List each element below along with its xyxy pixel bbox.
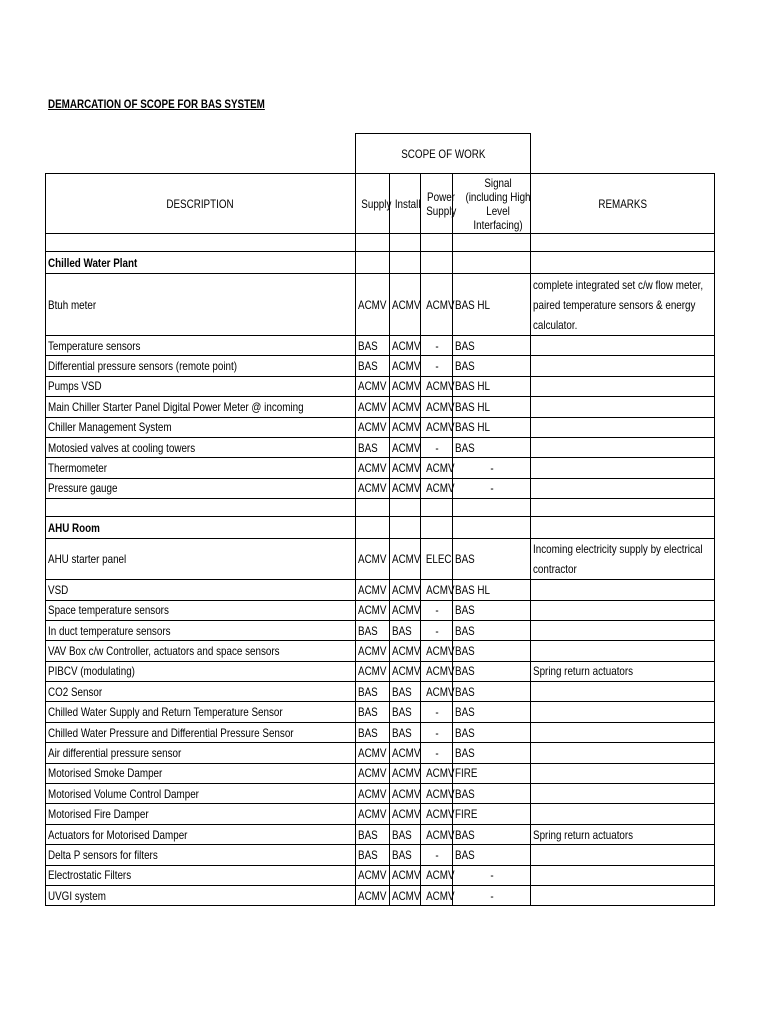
supply-cell: ACMV <box>356 478 390 498</box>
supply-cell: BAS <box>356 682 390 702</box>
install-cell: BAS <box>390 722 421 742</box>
power-supply-cell: ACMV <box>421 641 453 661</box>
power-supply-cell: ACMV <box>421 397 453 417</box>
scope-header-row <box>46 134 715 174</box>
signal-cell: - <box>453 478 531 498</box>
power-supply-cell: ACMV <box>421 824 453 844</box>
blank-row <box>46 234 715 252</box>
description-cell: Delta P sensors for filters <box>46 845 356 865</box>
description-cell: Chiller Management System <box>46 417 356 437</box>
supply-cell: ACMV <box>356 763 390 783</box>
power-supply-cell: ACMV <box>421 458 453 478</box>
remarks-cell <box>531 620 715 640</box>
column-header-row <box>46 174 715 234</box>
power-supply-cell: - <box>421 743 453 763</box>
supply-cell: BAS <box>356 620 390 640</box>
remarks-cell: Spring return actuators <box>531 661 715 681</box>
supply-cell: ACMV <box>356 274 390 336</box>
supply-cell: BAS <box>356 845 390 865</box>
signal-cell: BAS <box>453 743 531 763</box>
remarks-cell <box>531 600 715 620</box>
table-row <box>46 784 715 804</box>
description-cell: Pressure gauge <box>46 478 356 498</box>
install-cell: ACMV <box>390 804 421 824</box>
signal-cell: BAS HL <box>453 580 531 600</box>
description-cell: CO2 Sensor <box>46 682 356 702</box>
supply-cell: BAS <box>356 356 390 376</box>
remarks-cell <box>531 784 715 804</box>
power-supply-header: Power Supply <box>421 174 453 234</box>
remarks-cell <box>531 845 715 865</box>
power-supply-cell: ACMV <box>421 376 453 396</box>
signal-cell: BAS <box>453 722 531 742</box>
signal-cell: BAS HL <box>453 417 531 437</box>
signal-cell: BAS <box>453 641 531 661</box>
signal-cell: BAS <box>453 784 531 804</box>
supply-cell: BAS <box>356 722 390 742</box>
power-supply-cell: ACMV <box>421 885 453 905</box>
supply-cell: ACMV <box>356 417 390 437</box>
power-supply-cell: - <box>421 437 453 457</box>
table-row <box>46 336 715 356</box>
signal-cell: BAS <box>453 356 531 376</box>
signal-cell: BAS <box>453 539 531 580</box>
install-cell: BAS <box>390 702 421 722</box>
remarks-cell <box>531 682 715 702</box>
install-cell: BAS <box>390 824 421 844</box>
remarks-cell <box>531 885 715 905</box>
install-cell: BAS <box>390 845 421 865</box>
install-cell: BAS <box>390 620 421 640</box>
remarks-cell: Spring return actuators <box>531 824 715 844</box>
supply-cell: BAS <box>356 702 390 722</box>
signal-cell: - <box>453 458 531 478</box>
remarks-cell <box>531 376 715 396</box>
install-cell: ACMV <box>390 885 421 905</box>
power-supply-cell: - <box>421 722 453 742</box>
install-cell: ACMV <box>390 417 421 437</box>
description-cell: Btuh meter <box>46 274 356 336</box>
table-row <box>46 661 715 681</box>
table-row <box>46 885 715 905</box>
supply-cell: BAS <box>356 336 390 356</box>
scope-of-work-header: SCOPE OF WORK <box>356 134 531 174</box>
remarks-cell <box>531 804 715 824</box>
install-cell: ACMV <box>390 397 421 417</box>
table-row <box>46 682 715 702</box>
signal-cell: BAS <box>453 702 531 722</box>
description-cell: Pumps VSD <box>46 376 356 396</box>
scope-table <box>45 133 715 906</box>
supply-cell: ACMV <box>356 804 390 824</box>
remarks-cell <box>531 397 715 417</box>
description-cell: Thermometer <box>46 458 356 478</box>
signal-cell: BAS <box>453 682 531 702</box>
install-cell: ACMV <box>390 539 421 580</box>
remarks-cell <box>531 437 715 457</box>
table-row <box>46 641 715 661</box>
install-cell: ACMV <box>390 784 421 804</box>
table-row <box>46 763 715 783</box>
power-supply-cell: ACMV <box>421 661 453 681</box>
signal-cell: BAS <box>453 824 531 844</box>
supply-cell: ACMV <box>356 458 390 478</box>
description-cell: Differential pressure sensors (remote point) <box>46 356 356 376</box>
remarks-cell <box>531 722 715 742</box>
table-row <box>46 722 715 742</box>
description-cell: Motorised Volume Control Damper <box>46 784 356 804</box>
power-supply-cell: ACMV <box>421 784 453 804</box>
supply-cell: ACMV <box>356 397 390 417</box>
install-cell: ACMV <box>390 600 421 620</box>
remarks-cell <box>531 458 715 478</box>
install-cell: ACMV <box>390 763 421 783</box>
remarks-cell <box>531 865 715 885</box>
install-cell: ACMV <box>390 580 421 600</box>
description-cell: Space temperature sensors <box>46 600 356 620</box>
signal-cell: BAS HL <box>453 376 531 396</box>
power-supply-cell: ACMV <box>421 682 453 702</box>
description-cell: PIBCV (modulating) <box>46 661 356 681</box>
description-cell: VSD <box>46 580 356 600</box>
install-cell: ACMV <box>390 376 421 396</box>
section-title: AHU Room <box>46 517 356 539</box>
supply-cell: BAS <box>356 824 390 844</box>
power-supply-cell: ACMV <box>421 763 453 783</box>
supply-cell: ACMV <box>356 641 390 661</box>
description-header: DESCRIPTION <box>46 174 356 234</box>
description-cell: Actuators for Motorised Damper <box>46 824 356 844</box>
supply-cell: ACMV <box>356 885 390 905</box>
table-row <box>46 478 715 498</box>
signal-cell: BAS HL <box>453 397 531 417</box>
supply-header: Supply <box>356 174 390 234</box>
table-row <box>46 274 715 336</box>
power-supply-cell: ACMV <box>421 478 453 498</box>
table-row <box>46 437 715 457</box>
signal-cell: - <box>453 885 531 905</box>
install-cell: ACMV <box>390 478 421 498</box>
description-cell: Chilled Water Pressure and Differential Pressure Sensor <box>46 722 356 742</box>
remarks-cell <box>531 478 715 498</box>
supply-cell: BAS <box>356 437 390 457</box>
remarks-cell: complete integrated set c/w flow meter, paired temperature sensors & energy calculator. <box>531 274 715 336</box>
table-row <box>46 620 715 640</box>
section-header-row <box>46 252 715 274</box>
install-cell: BAS <box>390 682 421 702</box>
power-supply-cell: - <box>421 600 453 620</box>
signal-cell: BAS <box>453 336 531 356</box>
remarks-cell <box>531 356 715 376</box>
description-cell: Temperature sensors <box>46 336 356 356</box>
remarks-cell: Incoming electricity supply by electrical contractor <box>531 539 715 580</box>
signal-header: Signal (including High Level Interfacing) <box>453 174 531 234</box>
signal-cell: BAS <box>453 620 531 640</box>
description-cell: In duct temperature sensors <box>46 620 356 640</box>
supply-cell: ACMV <box>356 784 390 804</box>
description-cell: Motorised Smoke Damper <box>46 763 356 783</box>
install-cell: ACMV <box>390 356 421 376</box>
power-supply-cell: ACMV <box>421 580 453 600</box>
table-row <box>46 600 715 620</box>
description-cell: Motorised Fire Damper <box>46 804 356 824</box>
power-supply-cell: - <box>421 356 453 376</box>
power-supply-cell: - <box>421 702 453 722</box>
power-supply-cell: ACMV <box>421 274 453 336</box>
signal-cell: BAS HL <box>453 274 531 336</box>
signal-cell: BAS <box>453 600 531 620</box>
supply-cell: ACMV <box>356 580 390 600</box>
description-cell: Chilled Water Supply and Return Temperature Sensor <box>46 702 356 722</box>
description-cell: VAV Box c/w Controller, actuators and space sensors <box>46 641 356 661</box>
supply-cell: ACMV <box>356 743 390 763</box>
table-row <box>46 743 715 763</box>
supply-cell: ACMV <box>356 376 390 396</box>
power-supply-cell: ELEC <box>421 539 453 580</box>
supply-cell: ACMV <box>356 865 390 885</box>
install-cell: ACMV <box>390 865 421 885</box>
install-cell: ACMV <box>390 641 421 661</box>
install-cell: ACMV <box>390 437 421 457</box>
description-cell: Air differential pressure sensor <box>46 743 356 763</box>
supply-cell: ACMV <box>356 600 390 620</box>
install-cell: ACMV <box>390 274 421 336</box>
table-row <box>46 356 715 376</box>
table-row <box>46 865 715 885</box>
install-cell: ACMV <box>390 458 421 478</box>
description-cell: Electrostatic Filters <box>46 865 356 885</box>
supply-cell: ACMV <box>356 539 390 580</box>
description-cell: Main Chiller Starter Panel Digital Power Meter @ incoming <box>46 397 356 417</box>
signal-cell: FIRE <box>453 763 531 783</box>
table-row <box>46 702 715 722</box>
blank-row <box>46 499 715 517</box>
signal-cell: BAS <box>453 437 531 457</box>
description-cell: Motosied valves at cooling towers <box>46 437 356 457</box>
supply-cell: ACMV <box>356 661 390 681</box>
remarks-cell <box>531 417 715 437</box>
power-supply-cell: ACMV <box>421 804 453 824</box>
table-row <box>46 458 715 478</box>
signal-cell: - <box>453 865 531 885</box>
power-supply-cell: - <box>421 620 453 640</box>
signal-cell: FIRE <box>453 804 531 824</box>
signal-cell: BAS <box>453 845 531 865</box>
table-row <box>46 397 715 417</box>
remarks-cell <box>531 336 715 356</box>
table-row <box>46 804 715 824</box>
remarks-header: REMARKS <box>531 174 715 234</box>
install-cell: ACMV <box>390 336 421 356</box>
install-cell: ACMV <box>390 661 421 681</box>
description-cell: UVGI system <box>46 885 356 905</box>
section-title: Chilled Water Plant <box>46 252 356 274</box>
power-supply-cell: - <box>421 845 453 865</box>
signal-cell: BAS <box>453 661 531 681</box>
remarks-cell <box>531 580 715 600</box>
table-row <box>46 539 715 580</box>
remarks-cell <box>531 702 715 722</box>
install-cell: ACMV <box>390 743 421 763</box>
power-supply-cell: ACMV <box>421 417 453 437</box>
remarks-cell <box>531 763 715 783</box>
install-header: Install <box>390 174 421 234</box>
description-cell: AHU starter panel <box>46 539 356 580</box>
table-row <box>46 580 715 600</box>
power-supply-cell: - <box>421 336 453 356</box>
remarks-cell <box>531 743 715 763</box>
table-row <box>46 845 715 865</box>
document-title: DEMARCATION OF SCOPE FOR BAS SYSTEM <box>48 97 265 111</box>
power-supply-cell: ACMV <box>421 865 453 885</box>
remarks-cell <box>531 641 715 661</box>
section-header-row <box>46 517 715 539</box>
table-row <box>46 824 715 844</box>
table-row <box>46 376 715 396</box>
table-row <box>46 417 715 437</box>
